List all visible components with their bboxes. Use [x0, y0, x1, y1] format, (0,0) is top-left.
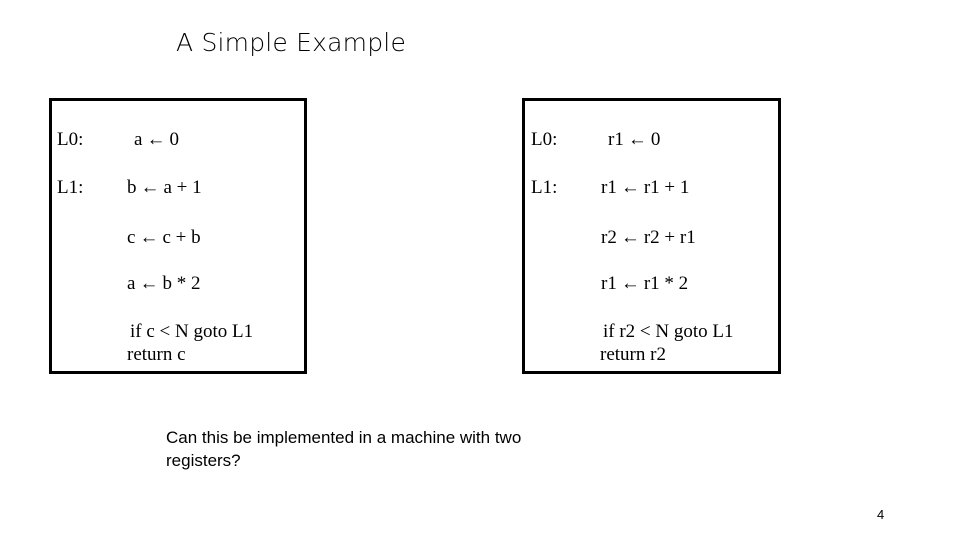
left-line-4 — [127, 273, 200, 295]
right-line-1-rhs: 0 — [650, 129, 661, 150]
left-line-1-arrow: ← — [146, 129, 166, 150]
left-line-4-lhs: a — [127, 273, 136, 294]
left-line-3 — [127, 227, 201, 249]
left-line-4-arrow: ← — [139, 273, 159, 294]
right-line-2 — [601, 177, 689, 199]
left-return-line: return c — [127, 344, 186, 365]
right-line-4 — [601, 273, 688, 295]
left-line-2 — [127, 177, 202, 199]
slide-title: A Simple Example — [176, 28, 407, 57]
left-line-2-rhs: a + 1 — [163, 177, 202, 198]
question-text: Can this be implemented in a machine with two registers? — [166, 428, 522, 470]
left-line-2-lhs: b — [127, 177, 137, 198]
left-line-1 — [134, 129, 179, 151]
left-line-1-lhs: a — [134, 129, 143, 150]
left-label-l0: L0: — [57, 129, 84, 150]
right-line-3 — [601, 227, 696, 249]
right-line-2-arrow: ← — [620, 177, 640, 198]
right-line-4-lhs: r1 — [601, 273, 617, 294]
right-line-1 — [608, 129, 660, 151]
left-line-3-rhs: c + b — [162, 227, 201, 248]
right-line-3-arrow: ← — [620, 227, 640, 248]
left-label-l1: L1: — [57, 177, 84, 198]
left-branch-line: if c < N goto L1 — [130, 321, 254, 342]
left-line-3-lhs: c — [127, 227, 136, 248]
right-label-l1: L1: — [531, 177, 558, 198]
left-line-1-rhs: 0 — [169, 129, 179, 150]
right-line-4-rhs: r1 * 2 — [643, 273, 689, 294]
right-branch-line: if r2 < N goto L1 — [603, 321, 734, 342]
page-number: 4 — [877, 507, 885, 522]
right-line-2-rhs: r1 + 1 — [643, 177, 690, 198]
left-line-3-arrow: ← — [139, 227, 159, 248]
right-line-4-arrow: ← — [620, 273, 640, 294]
right-line-3-lhs: r2 — [601, 227, 617, 248]
left-line-2-arrow: ← — [140, 177, 160, 198]
right-line-1-arrow: ← — [627, 129, 647, 150]
right-return-line: return r2 — [600, 344, 666, 365]
right-line-2-lhs: r1 — [601, 177, 617, 198]
left-line-4-rhs: b * 2 — [162, 273, 201, 294]
right-line-1-lhs: r1 — [608, 129, 624, 150]
right-label-l0: L0: — [531, 129, 558, 150]
right-line-3-rhs: r2 + r1 — [643, 227, 696, 248]
